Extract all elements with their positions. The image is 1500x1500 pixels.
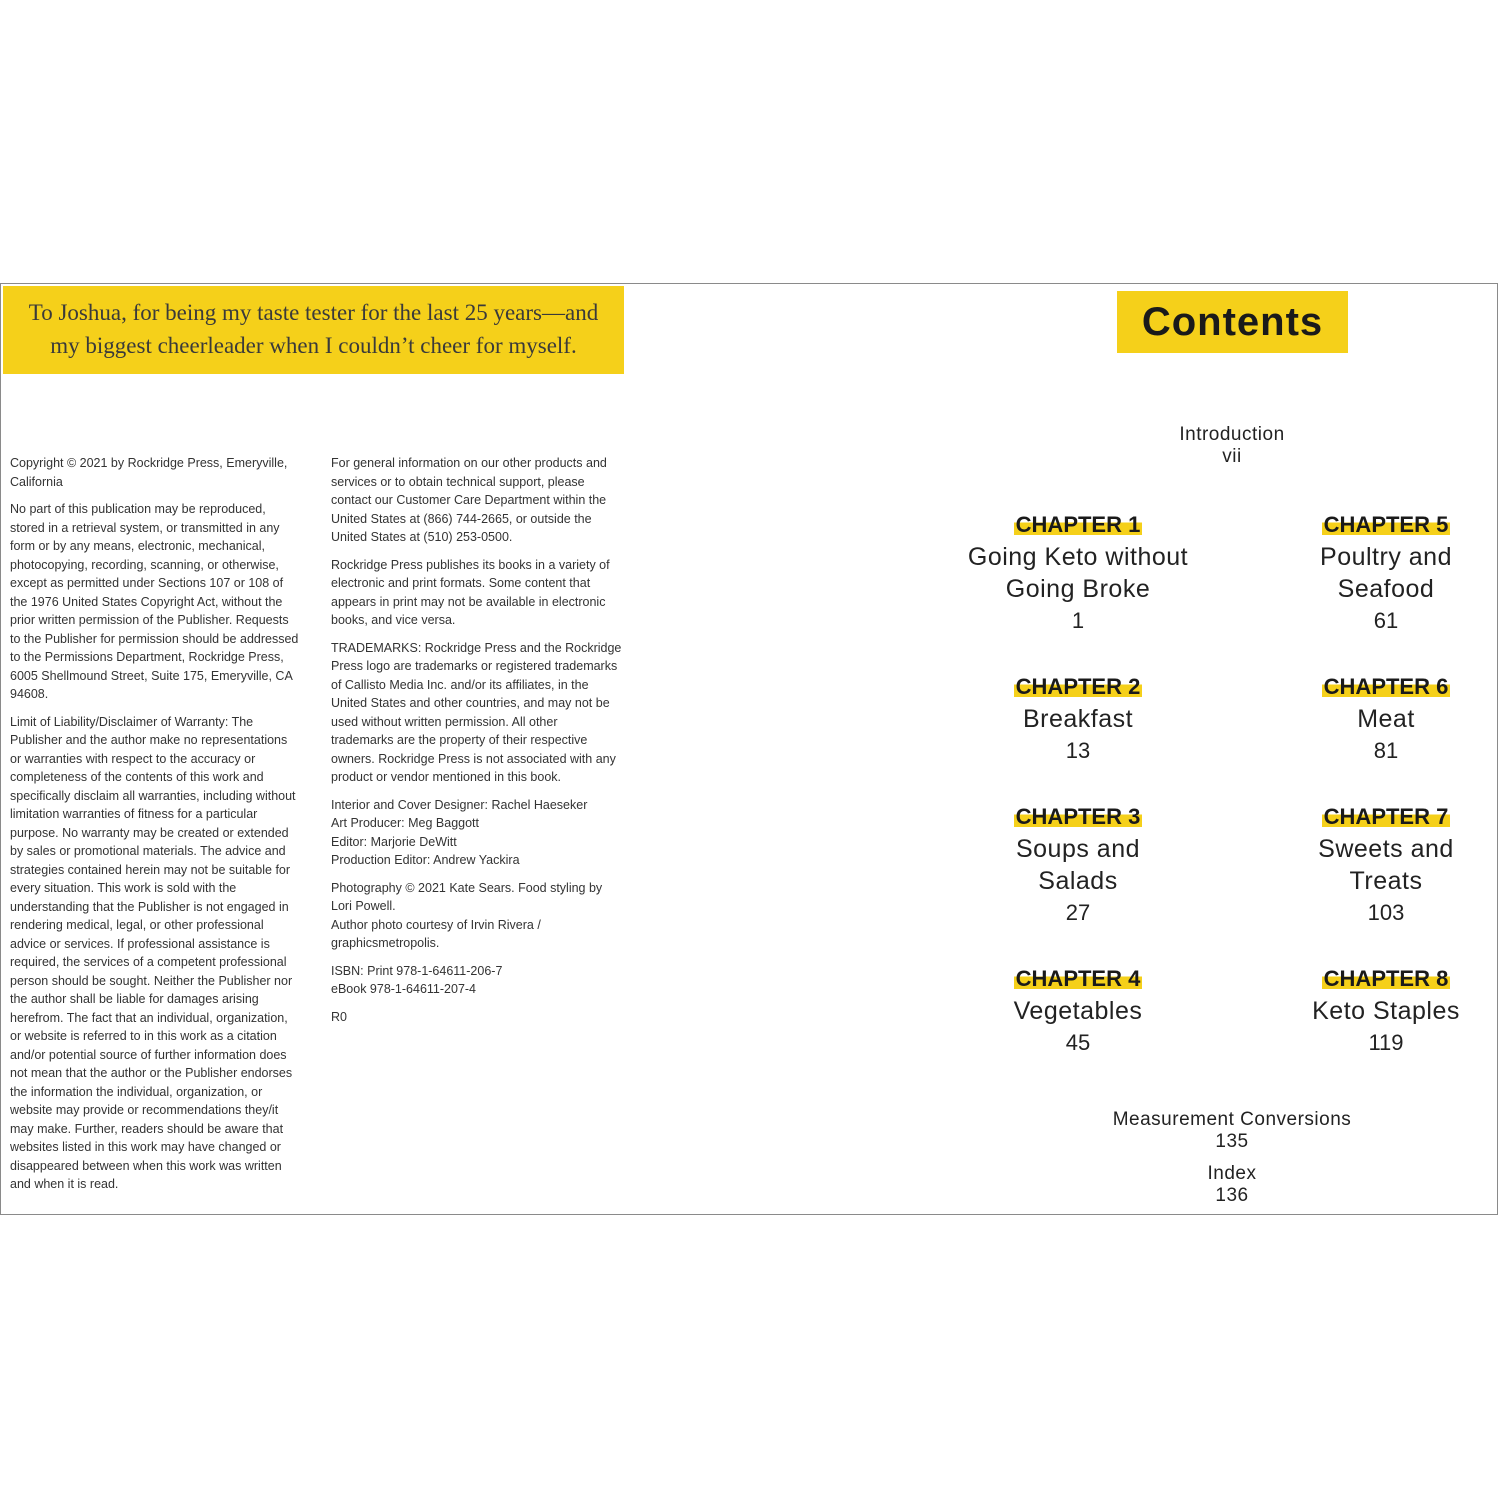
chapter-page: 45 — [1065, 1030, 1091, 1055]
toc-measurement-label: Measurement Conversions — [1112, 1109, 1352, 1130]
toc-chapter-6[interactable] — [1226, 674, 1500, 767]
chapter-title — [1226, 833, 1500, 897]
isbn-paragraph: ISBN: Print 978-1-64611-206-7 eBook 978-1-64611-207-4 — [331, 963, 503, 996]
copyright-paragraph: Limit of Liability/Disclaimer of Warranty: The Publisher and the author make no representations or warranties with respect to the accuracy or completeness of the contents of this work and specifically disclaim all warranties, including without limitation warranties of fitness for a particular purpose. No warranty may be created or extended by sales or promotional materials. The advice and strategies contained herein may not be suitable for every situation. This work is sold with the understanding that the Publisher is not engaged in rendering medical, legal, or other professional advice or services. If professional assistance is required, the services of a competent professional person should be sought. Neither the Publisher nor the author shall be liable for damages arising herefrom. The fact that an individual, organization, or website is referred to in this work as a citation and/or potential source of further information does not mean that the author or the Publisher endorses the information the individual, organization, or website may provide or recommendations they/it may make. Further, readers should be aware that websites listed in this work may have changed or disappeared between when this work was written and when it is read. — [10, 714, 296, 1191]
chapter-title — [918, 541, 1238, 605]
chapter-label: CHAPTER 6 — [1323, 674, 1449, 699]
chapter-label: CHAPTER 4 — [1015, 966, 1141, 991]
copyright-paragraph: TRADEMARKS: Rockridge Press and the Rockridge Press logo are trademarks or registered trademarks of Callisto Media Inc. and/or its affiliates, in the United States and other countries, and may not be used without written permission. All other trademarks are the property of their respective owners. Rockridge Press is not associated with any product or vendor mentioned in this book. — [331, 640, 622, 784]
chapter-title-line: Seafood — [1337, 575, 1435, 603]
toc-chapter-2[interactable] — [918, 674, 1238, 767]
toc-introduction-page: vii — [1222, 446, 1242, 467]
chapter-title-line: Keto Staples — [1312, 997, 1460, 1025]
book-spread — [0, 283, 1498, 1215]
chapter-page: 119 — [1368, 1030, 1404, 1055]
toc-chapter-5[interactable] — [1226, 512, 1500, 637]
chapter-title-line: Sweets and — [1318, 835, 1454, 863]
chapter-page: 81 — [1373, 738, 1399, 763]
chapter-page: 13 — [1065, 738, 1091, 763]
toc-index[interactable] — [1081, 1163, 1383, 1207]
chapter-page: 1 — [1071, 608, 1085, 633]
chapter-title-line: Poultry and — [1320, 543, 1452, 571]
chapter-label: CHAPTER 8 — [1323, 966, 1449, 991]
chapter-title-line: Salads — [1038, 867, 1118, 895]
chapter-title — [1226, 995, 1500, 1027]
toc-introduction-label: Introduction — [1179, 424, 1285, 445]
chapter-title-line: Meat — [1357, 705, 1415, 733]
chapter-title-line: Going Broke — [1005, 575, 1151, 603]
chapter-label: CHAPTER 2 — [1015, 674, 1141, 699]
copyright-column-right — [331, 454, 623, 1035]
chapter-page: 27 — [1065, 900, 1091, 925]
chapter-title — [918, 995, 1238, 1027]
chapter-title — [918, 833, 1238, 897]
toc-chapter-8[interactable] — [1226, 966, 1500, 1059]
dedication-banner — [3, 286, 624, 374]
contents-heading: Contents — [1117, 291, 1348, 353]
dedication-line-2: my biggest cheerleader when I couldn’t cheer for myself. — [50, 333, 577, 358]
chapter-page: 103 — [1367, 900, 1405, 925]
chapter-label: CHAPTER 7 — [1323, 804, 1449, 829]
chapter-title — [1226, 541, 1500, 605]
copyright-paragraph: For general information on our other products and services or to obtain technical support, please contact our Customer Care Department within the United States at (866) 744-2665, or outside the United States at (510) 253-0500. — [331, 456, 607, 544]
toc-chapter-3[interactable] — [918, 804, 1238, 929]
chapter-label: CHAPTER 5 — [1323, 512, 1449, 537]
printing-code: R0 — [331, 1009, 347, 1024]
chapter-title-line: Vegetables — [1013, 997, 1143, 1025]
credits-paragraph: Photography © 2021 Kate Sears. Food styling by Lori Powell. Author photo courtesy of Irvin Rivera / graphicsmetropolis. — [331, 880, 603, 950]
copyright-paragraph: Rockridge Press publishes its books in a variety of electronic and print formats. Some content that appears in print may not be available in electronic books, and vice versa. — [331, 557, 610, 627]
toc-index-label: Index — [1207, 1163, 1257, 1184]
chapter-title-line: Going Keto without — [967, 543, 1189, 571]
toc-measurement-conversions[interactable] — [1081, 1109, 1383, 1153]
toc-measurement-page: 135 — [1215, 1131, 1249, 1152]
toc-chapter-1[interactable] — [918, 512, 1238, 637]
chapter-page: 61 — [1373, 608, 1399, 633]
copyright-column-left — [10, 454, 300, 1203]
chapter-title-line: Breakfast — [1022, 705, 1134, 733]
dedication-line-1: To Joshua, for being my taste tester for the last 25 years—and — [28, 300, 599, 325]
toc-introduction[interactable] — [1081, 424, 1383, 468]
chapter-title — [1226, 703, 1500, 735]
chapter-title — [918, 703, 1238, 735]
chapter-title-line: Soups and — [1015, 835, 1141, 863]
chapter-label: CHAPTER 3 — [1015, 804, 1141, 829]
credits-paragraph: Interior and Cover Designer: Rachel Haeseker Art Producer: Meg Baggott Editor: Marjorie DeWitt Production Editor: Andrew Yackira — [331, 797, 588, 867]
copyright-paragraph: Copyright © 2021 by Rockridge Press, Emeryville, California — [10, 456, 288, 489]
chapter-label: CHAPTER 1 — [1015, 512, 1141, 537]
chapter-title-line: Treats — [1349, 867, 1423, 895]
copyright-paragraph: No part of this publication may be reproduced, stored in a retrieval system, or transmitted in any form or by any means, electronic, mechanical, photocopying, recording, scanning, or otherwise, except as permitted under Sections 107 or 108 of the 1976 United States Copyright Act, without the prior written permission of the Publisher. Requests to the Publisher for permission should be addressed to the Permissions Department, Rockridge Press, 6005 Shellmound Street, Suite 175, Emeryville, CA 94608. — [10, 502, 299, 701]
toc-chapter-4[interactable] — [918, 966, 1238, 1059]
toc-index-page: 136 — [1215, 1185, 1249, 1206]
toc-chapter-7[interactable] — [1226, 804, 1500, 929]
